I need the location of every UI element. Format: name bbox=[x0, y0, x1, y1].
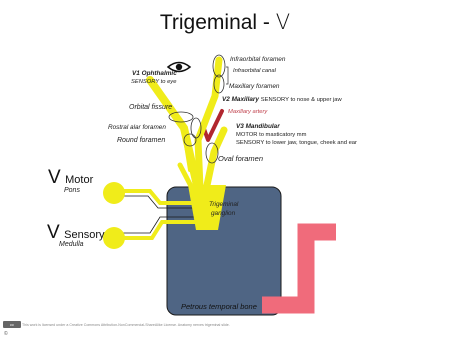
infraorbital-canal-bracket bbox=[226, 67, 228, 84]
license-footer-text: This work is licensed under a Creative Commons Attribution-NonCommercial-ShareAlike License. Anatomy nerves trigeminal slide. bbox=[22, 323, 230, 327]
v3-mandibular-sensory: SENSORY to lower jaw, tongue, cheek and ear bbox=[236, 140, 357, 146]
title-roman-numeral: V bbox=[275, 10, 291, 34]
cc-license-badge[interactable]: cc bbox=[3, 321, 21, 328]
v2-maxillary-desc: SENSORY to nose & upper jaw bbox=[260, 97, 342, 103]
v-motor-word: Motor bbox=[65, 174, 94, 186]
v-motor-origin: Pons bbox=[64, 187, 80, 194]
v1-ophthalmic-nerve bbox=[150, 80, 198, 190]
trigeminal-ganglion-label-1: Trigeminal bbox=[209, 201, 239, 208]
v1-ophthalmic-title: V1 Ophthalmic bbox=[132, 70, 177, 77]
oval-foramen-label: Oval foramen bbox=[218, 154, 264, 163]
motor-root-circle bbox=[103, 182, 125, 204]
v1-ophthalmic-desc: SENSORY to eye bbox=[131, 79, 177, 85]
title-text: Trigeminal - bbox=[159, 11, 276, 34]
v-sensory-numeral: V bbox=[47, 222, 60, 243]
v3-mandibular-title: V3 Mandibular bbox=[236, 123, 280, 130]
v-sensory-origin: Medulla bbox=[59, 241, 84, 248]
copyright-mark: © bbox=[4, 331, 8, 337]
v-sensory-word: Sensory bbox=[64, 229, 105, 241]
sensory-root-circle bbox=[103, 227, 125, 249]
rostral-alar-foramen-label: Rostral alar foramen bbox=[108, 124, 166, 131]
v3-mandibular-motor: MOTOR to masticatory mm bbox=[236, 132, 307, 138]
v-sensory-heading bbox=[47, 223, 105, 242]
v-motor-heading bbox=[48, 168, 93, 187]
orbital-fissure-label: Orbital fissure bbox=[129, 104, 173, 111]
v-motor-numeral: V bbox=[48, 167, 61, 188]
v2-maxillary-line bbox=[222, 97, 342, 104]
infraorbital-foramen-label: Infraorbital foramen bbox=[230, 56, 286, 63]
round-foramen-label: Round foramen bbox=[117, 137, 166, 144]
maxillary-artery-label: Maxillary artery bbox=[228, 109, 268, 115]
infraorbital-canal-label: Infraorbital canal bbox=[233, 68, 276, 74]
trigeminal-ganglion-label-2: ganglion bbox=[211, 210, 236, 217]
v2-maxillary-title: V2 Maxillary bbox=[222, 96, 259, 103]
maxillary-foramen-label: Maxillary foramen bbox=[229, 83, 280, 90]
petrous-temporal-bone-label: Petrous temporal bone bbox=[181, 302, 257, 311]
